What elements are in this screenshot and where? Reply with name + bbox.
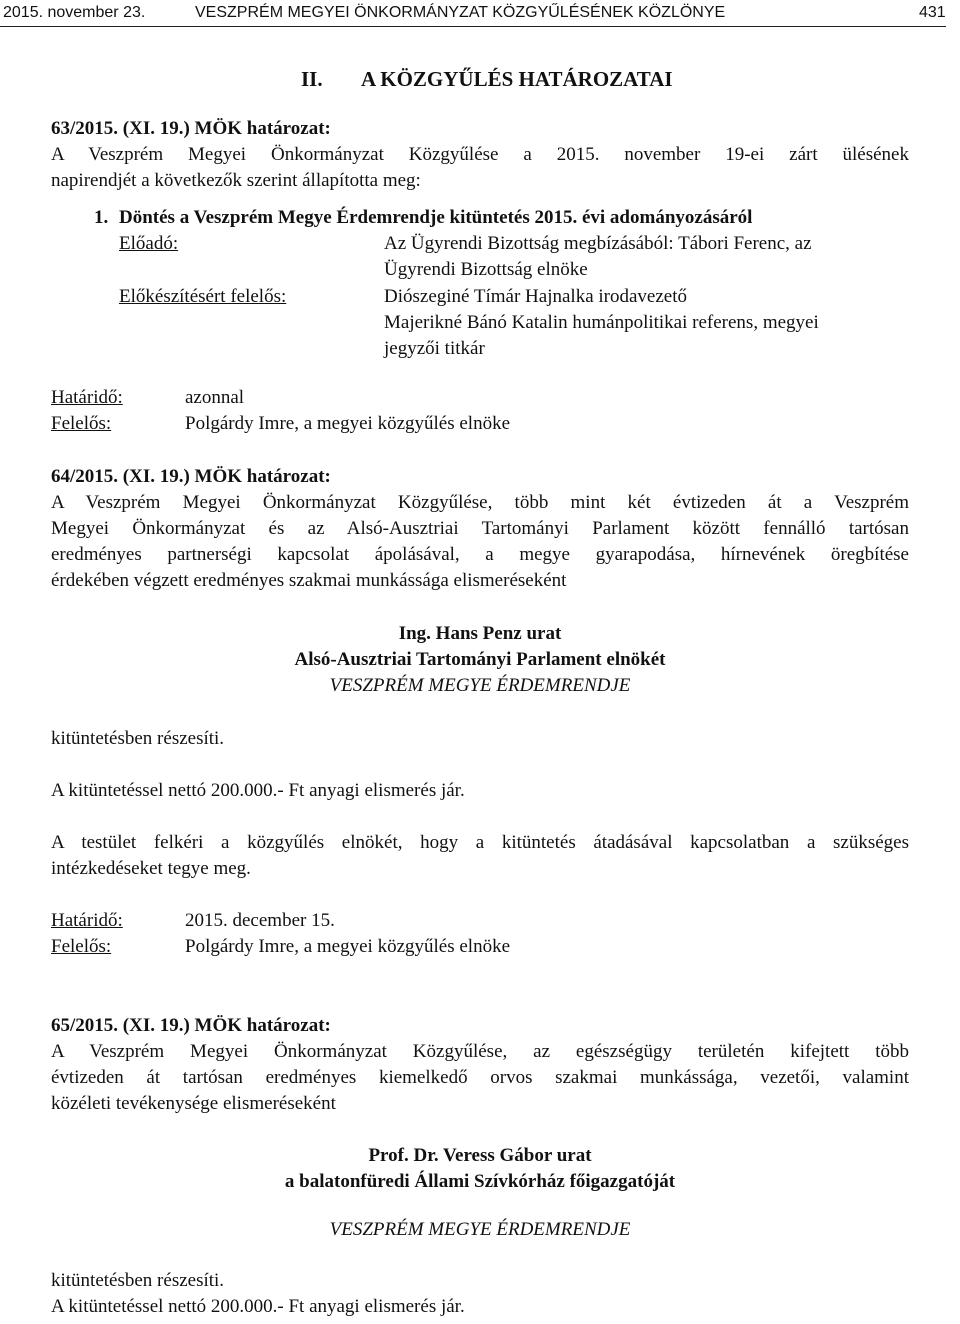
presenter-line2: Ügyrendi Bizottság elnöke bbox=[384, 259, 588, 280]
section-title: A KÖZGYŰLÉS HATÁROZATAI bbox=[361, 67, 673, 91]
header-title: VESZPRÉM MEGYEI ÖNKORMÁNYZAT KÖZGYŰLÉSÉNEK KÖZLÖNYE bbox=[195, 4, 726, 21]
resolution-65-para-line3: közéleti tevékenysége elismeréseként bbox=[51, 1093, 336, 1114]
awardee-title-65: a balatonfüredi Állami Szívkórház főigazgatóját bbox=[284, 1171, 676, 1192]
agenda-item-title: Döntés a Veszprém Megye Érdemrendje kitüntetés 2015. évi adományozásáról bbox=[119, 207, 753, 228]
reward-65: A kitüntetéssel nettó 200.000.- Ft anyagi elismerés jár. bbox=[51, 1296, 465, 1317]
award-phrase-65: kitüntetésben részesíti. bbox=[51, 1270, 225, 1291]
request-line1-64: A testület felkéri a közgyűlés elnökét, hogy a kitüntetés átadásával kapcsolatban a szükséges bbox=[51, 832, 909, 853]
resolution-64-para-line1: A Veszprém Megyei Önkormányzat Közgyűlése, több mint két évtizeden át a Veszprém bbox=[51, 492, 909, 513]
resolution-65-para-line1: A Veszprém Megyei Önkormányzat Közgyűlése, az egészségügy területén kifejtett több bbox=[51, 1041, 909, 1062]
responsible-label-63: Felelős: bbox=[51, 413, 112, 434]
presenter-label: Előadó: bbox=[119, 233, 179, 254]
award-name-65: VESZPRÉM MEGYE ÉRDEMRENDJE bbox=[329, 1219, 631, 1240]
preparer-line3: jegyzői titkár bbox=[384, 338, 485, 359]
preparer-line1: Diószeginé Tímár Hajnalka irodavezető bbox=[384, 286, 687, 307]
awardee-title-64: Alsó-Ausztriai Tartományi Parlament elnökét bbox=[294, 649, 666, 670]
preparer-label: Előkészítésért felelős: bbox=[119, 286, 287, 307]
resolution-63-text-line2: napirendjét a következők szerint állapította meg: bbox=[51, 170, 421, 191]
resolution-63-text-line1: A Veszprém Megyei Önkormányzat Közgyűlése a 2015. november 19-ei zárt ülésének bbox=[51, 144, 909, 165]
responsible-value-63: Polgárdy Imre, a megyei közgyűlés elnöke bbox=[185, 413, 511, 434]
responsible-value-64: Polgárdy Imre, a megyei közgyűlés elnöke bbox=[185, 936, 511, 957]
section-numeral: II. bbox=[301, 67, 323, 91]
awardee-name-64: Ing. Hans Penz urat bbox=[398, 623, 562, 644]
resolution-64-para-line4: érdekében végzett eredményes szakmai munkássága elismeréseként bbox=[51, 570, 567, 591]
resolution-64-heading: 64/2015. (XI. 19.) MÖK határozat: bbox=[51, 466, 331, 487]
resolution-64-para-line2: Megyei Önkormányzat és az Alsó-Ausztriai Tartományi Parlament között fennálló tartósan bbox=[51, 518, 909, 539]
request-line2-64: intézkedéseket tegye meg. bbox=[51, 858, 251, 879]
deadline-value-63: azonnal bbox=[185, 387, 245, 408]
header-date: 2015. november 23. bbox=[3, 4, 146, 21]
preparer-line2: Majerikné Bánó Katalin humánpolitikai referens, megyei bbox=[384, 312, 819, 333]
resolution-65-para-line2: évtizeden át tartósan eredményes kiemelkedő orvos szakmai munkássága, vezetői, valamint bbox=[51, 1067, 909, 1088]
responsible-label-64: Felelős: bbox=[51, 936, 112, 957]
resolution-63-heading: 63/2015. (XI. 19.) MÖK határozat: bbox=[51, 118, 331, 139]
reward-64: A kitüntetéssel nettó 200.000.- Ft anyagi elismerés jár. bbox=[51, 780, 465, 801]
deadline-value-64: 2015. december 15. bbox=[185, 910, 335, 931]
award-phrase-64: kitüntetésben részesíti. bbox=[51, 728, 225, 749]
award-name-64: VESZPRÉM MEGYE ÉRDEMRENDJE bbox=[329, 675, 631, 696]
resolution-65-heading: 65/2015. (XI. 19.) MÖK határozat: bbox=[51, 1015, 331, 1036]
resolution-64-para-line3: eredményes partnerségi kapcsolat ápolásával, a megye gyarapodása, hírnevének öregbítése bbox=[51, 544, 909, 565]
deadline-label-64: Határidő: bbox=[51, 910, 123, 931]
running-header bbox=[0, 0, 946, 27]
presenter-line1: Az Ügyrendi Bizottság megbízásából: Tábori Ferenc, az bbox=[384, 233, 812, 254]
agenda-item-number: 1. bbox=[94, 207, 109, 228]
deadline-label-63: Határidő: bbox=[51, 387, 123, 408]
awardee-name-65: Prof. Dr. Veress Gábor urat bbox=[368, 1145, 592, 1166]
header-page-number: 431 bbox=[919, 4, 946, 21]
